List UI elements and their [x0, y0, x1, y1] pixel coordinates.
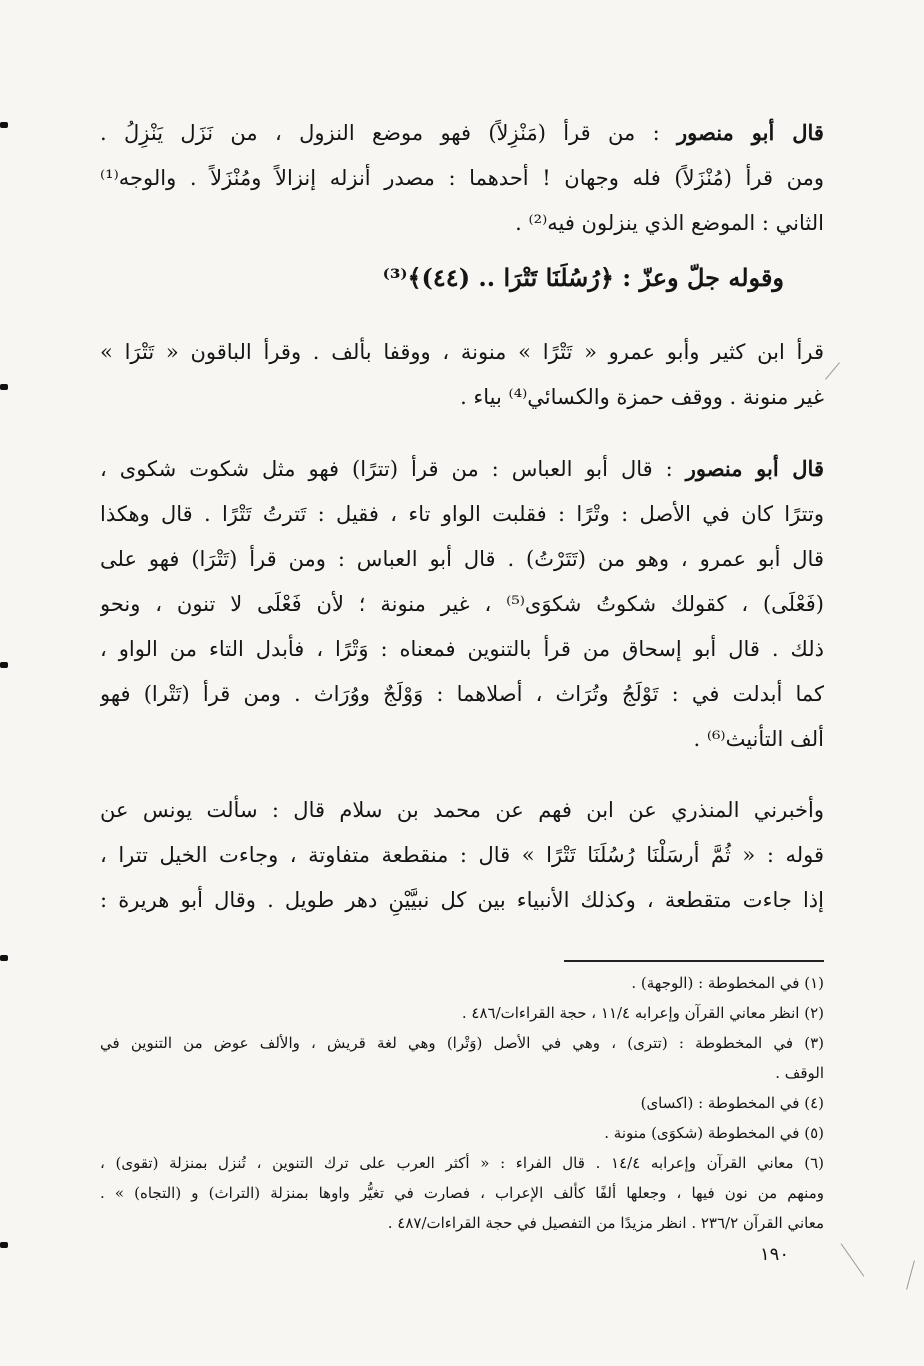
text-line: وتترًا كان في الأصل : وتْرًا : فقلبت الواو تاء ، فقيل : تَترتُ تَتْرًا . قال وهكذا	[100, 502, 824, 526]
footnote-separator	[564, 960, 824, 962]
scan-edge-mark	[0, 122, 8, 128]
footnote: (٣) في المخطوطة : (تترى) ، وهي في الأصل (وَتْرا) وهي لغة قريش ، والألف عوض من التنوين في	[100, 1034, 824, 1052]
scan-edge-mark	[0, 955, 8, 961]
text-line: ذلك . قال أبو إسحاق من قرأ بالتنوين فمعناه : وَتْرًا ، فأبدل التاء من الواو ،	[100, 637, 824, 661]
footnote-continuation: معاني القرآن ٢٣٦/٢ . انظر مزيدًا من التفصيل في حجة القراءات/٤٨٧ .	[387, 1214, 824, 1232]
text-line: إذا جاءت متقطعة ، وكذلك الأنبياء بين كل نبيَّيْنِ دهر طويل . وقال أبو هريرة :	[100, 888, 824, 912]
footnotes	[100, 968, 824, 1238]
text-line: الثاني : الموضع الذي ينزلون فيه⁽²⁾ .	[515, 211, 824, 235]
text-line: ألف التأنيث⁽⁶⁾ .	[693, 727, 824, 751]
footnote: (٥) في المخطوطة (شكوَى) منونة .	[604, 1124, 824, 1142]
text-line: قوله : « ثُمَّ أرسَلْنَا رُسُلَنَا تَتْرًا » قال : منقطعة متفاوتة ، وجاءت الخيل تترا ،	[100, 843, 824, 867]
speaker-label: قال أبو منصور	[685, 456, 824, 481]
footnote-continuation: الوقف .	[775, 1064, 824, 1082]
pencil-mark	[825, 362, 840, 379]
text-line: قال أبو منصور : قال أبو العباس : من قرأ (تترًا) فهو مثل شكوت شكوى ،	[100, 456, 824, 481]
footnote: (٢) انظر معاني القرآن وإعرابه ١١/٤ ، حجة القراءات/٤٨٦ .	[461, 1004, 824, 1022]
footnote: (١) في المخطوطة : (الوجهة) .	[631, 974, 824, 992]
text-line: قال أبو عمرو ، وهو من (تَتَرْتُ) . قال أبو العباس : ومن قرأ (تَتْرَا) فهو على	[100, 547, 824, 571]
scan-edge-mark	[0, 1242, 8, 1248]
text-line: (فَعْلَى) ، كقولك شكوتُ شكوَى⁽⁵⁾ ، غير منونة ؛ لأن فَعْلَى لا تنون ، ونحو	[100, 592, 824, 616]
footnote: (٦) معاني القرآن وإعرابه ١٤/٤ . قال الفراء : « أكثر العرب على ترك التنوين ، تُنزل بمنزلة (تقوى) ،	[100, 1154, 824, 1172]
text-line: غير منونة . ووقف حمزة والكسائي⁽⁴⁾ بياء .	[460, 385, 824, 409]
text-line: وأخبرني المنذري عن ابن فهم عن محمد بن سلام قال : سألت يونس عن	[100, 798, 824, 822]
pencil-mark	[906, 1260, 915, 1289]
pencil-mark	[841, 1243, 865, 1276]
text-line: كما أبدلت في : تَوْلَجُ وتُرَاث ، أصلاهما : وَوْلَجٌ ووُرَاث . ومن قرأ (تَتْرا) فهو	[100, 682, 824, 706]
scan-edge-mark	[0, 662, 8, 668]
scan-edge-mark	[0, 384, 8, 390]
page-body	[100, 110, 824, 923]
page-number: ١٩٠	[760, 1244, 790, 1265]
speaker-label: قال أبو منصور	[677, 120, 824, 145]
text-line: قرأ ابن كثير وأبو عمرو « تَتْرًا » منونة ، ووقفا بألف . وقرأ الباقون « تَتْرَا »	[100, 340, 824, 364]
footnote-continuation: ومنهم من نون فيها ، وجعلها ألفًا كألف الإعراب ، فصارت في تغيُّر واوها بمنزلة (التراث) و (التجاه) » .	[100, 1184, 824, 1202]
verse-heading: وقوله جلّ وعزّ : ﴿رُسُلَنَا تَتْرَا .. (٤٤)﴾⁽³⁾	[382, 263, 784, 292]
text-line: قال أبو منصور : من قرأ (مَنْزِلاً) فهو موضع النزول ، من نَزَل يَنْزِلُ .	[100, 120, 824, 145]
footnote: (٤) في المخطوطة : (اكساى)	[640, 1094, 824, 1112]
text-line: ومن قرأ (مُنْزَلاً) فله وجهان ! أحدهما : مصدر أنزله إنزالاً ومُنْزَلاً . والوجه⁽¹⁾	[100, 166, 824, 190]
